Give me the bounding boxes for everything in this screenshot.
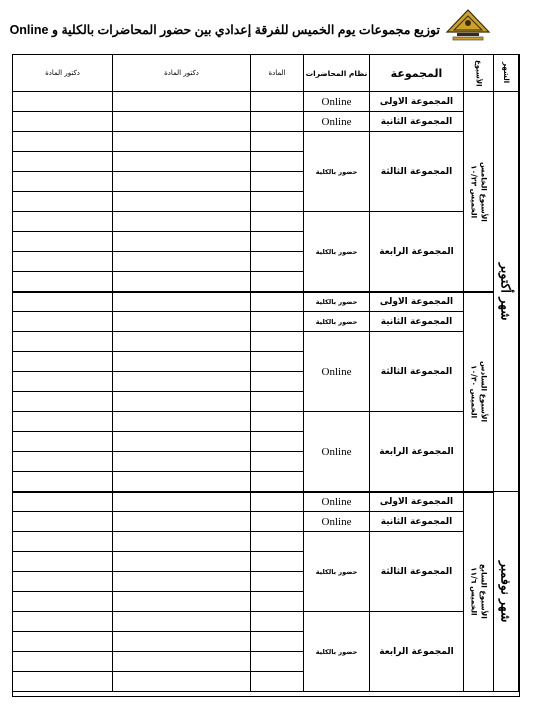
group-cell-text: المجموعة الاولى <box>379 96 454 107</box>
lecture-mode-cell <box>304 292 370 312</box>
group-cell <box>370 532 464 612</box>
doctor-cell <box>113 372 251 392</box>
doctor-cell <box>13 132 113 152</box>
doctor-cell <box>13 652 113 672</box>
group-cell-text: المجموعة الرابعة <box>379 446 454 457</box>
lecture-mode-cell <box>304 332 370 412</box>
subject-cell <box>251 632 304 652</box>
lecture-mode-cell <box>304 212 370 292</box>
subject-cell <box>251 672 304 692</box>
subject-cell <box>251 572 304 592</box>
doctor-cell <box>113 672 251 692</box>
lecture-mode-cell <box>304 112 370 132</box>
doctor-cell <box>13 372 113 392</box>
header-system-text: نظام المحاضرات <box>305 68 368 78</box>
lecture-mode-cell-text: Online <box>321 515 352 528</box>
doctor-cell <box>113 92 251 112</box>
subject-cell <box>251 592 304 612</box>
subject-cell <box>251 372 304 392</box>
doctor-cell <box>113 552 251 572</box>
header-week <box>464 55 494 92</box>
doctor-cell <box>113 332 251 352</box>
lecture-mode-cell <box>304 532 370 612</box>
doctor-cell <box>13 172 113 192</box>
doctor-cell <box>113 352 251 372</box>
doctor-cell <box>113 272 251 292</box>
subject-cell <box>251 332 304 352</box>
doctor-cell <box>13 152 113 172</box>
lecture-mode-cell-text: حضور بالكلية <box>315 167 358 176</box>
lecture-mode-cell-text: حضور بالكلية <box>315 647 358 656</box>
doctor-cell <box>113 112 251 132</box>
doctor-cell <box>13 92 113 112</box>
subject-cell <box>251 172 304 192</box>
subject-cell <box>251 612 304 632</box>
group-cell <box>370 332 464 412</box>
subject-cell <box>251 392 304 412</box>
header-month <box>494 55 519 92</box>
subject-cell <box>251 552 304 572</box>
lecture-mode-cell <box>304 92 370 112</box>
week-cell-text: الأسبوع السادس الخميس ١٠/٣٠ <box>469 360 489 423</box>
lecture-mode-cell <box>304 492 370 512</box>
group-cell-text: المجموعة الثالثة <box>380 166 453 177</box>
page-title: توزيع مجموعات يوم الخميس للفرقة إعدادي بين حضور المحاضرات بالكلية و Online <box>9 23 440 37</box>
group-cell <box>370 112 464 132</box>
group-cell-text: المجموعة الثانية <box>380 516 453 527</box>
doctor-cell <box>13 432 113 452</box>
group-cell <box>370 612 464 692</box>
header-month-text: الشهر <box>502 62 510 84</box>
subject-cell <box>251 312 304 332</box>
lecture-mode-cell-text: Online <box>321 445 352 458</box>
group-cell <box>370 292 464 312</box>
university-logo <box>445 8 491 44</box>
doctor-cell <box>13 492 113 512</box>
doctor-cell <box>113 212 251 232</box>
doctor-cell <box>113 392 251 412</box>
group-cell-text: المجموعة الثالثة <box>380 366 453 377</box>
month-cell <box>494 492 519 692</box>
doctor-cell <box>13 672 113 692</box>
subject-cell <box>251 352 304 372</box>
doctor-cell <box>13 272 113 292</box>
doctor-cell <box>113 432 251 452</box>
doctor-cell <box>113 232 251 252</box>
lecture-mode-cell <box>304 512 370 532</box>
group-cell <box>370 412 464 492</box>
doctor-cell <box>13 392 113 412</box>
group-cell-text: المجموعة الثانية <box>380 116 453 127</box>
lecture-mode-cell-text: Online <box>321 115 352 128</box>
subject-cell <box>251 412 304 432</box>
doctor-cell <box>113 572 251 592</box>
subject-cell <box>251 132 304 152</box>
lecture-mode-cell <box>304 312 370 332</box>
doctor-cell <box>13 472 113 492</box>
doctor-cell <box>13 252 113 272</box>
week-cell-text: الأسبوع السابع الخميس ١١/٦ <box>469 564 489 619</box>
doctor-cell <box>13 312 113 332</box>
lecture-mode-cell <box>304 132 370 212</box>
week-divider <box>13 291 494 293</box>
header-group-text: المجموعة <box>390 66 443 80</box>
subject-cell <box>251 532 304 552</box>
group-cell-text: المجموعة الثانية <box>380 316 453 327</box>
group-cell <box>370 312 464 332</box>
lecture-mode-cell <box>304 412 370 492</box>
week-cell <box>464 292 494 492</box>
doctor-cell <box>13 592 113 612</box>
subject-cell <box>251 252 304 272</box>
lecture-mode-cell-text: حضور بالكلية <box>315 247 358 256</box>
group-cell <box>370 212 464 292</box>
doctor-cell <box>13 532 113 552</box>
lecture-mode-cell-text: حضور بالكلية <box>315 317 358 326</box>
doctor-cell <box>113 492 251 512</box>
doctor-cell <box>13 572 113 592</box>
week-cell <box>464 492 494 692</box>
lecture-mode-cell-text: Online <box>321 95 352 108</box>
doctor-cell <box>13 232 113 252</box>
doctor-cell <box>13 292 113 312</box>
week-divider <box>13 491 494 493</box>
group-cell <box>370 492 464 512</box>
lecture-mode-cell-text: Online <box>321 365 352 378</box>
doctor-cell <box>13 612 113 632</box>
doctor-cell <box>113 172 251 192</box>
group-cell <box>370 92 464 112</box>
doctor-cell <box>113 152 251 172</box>
subject-cell <box>251 492 304 512</box>
doctor-cell <box>113 292 251 312</box>
group-cell-text: المجموعة الاولى <box>379 496 454 507</box>
doctor-cell <box>113 592 251 612</box>
doctor-cell <box>113 632 251 652</box>
header-doctor-2 <box>13 55 113 92</box>
header-group <box>370 55 464 92</box>
week-cell-text: الأسبوع الخامس الخميس ١٠/٢٣ <box>469 161 489 222</box>
group-cell-text: المجموعة الرابعة <box>379 246 454 257</box>
subject-cell <box>251 92 304 112</box>
header-week-text: الأسبوع <box>474 59 483 87</box>
month-cell <box>494 92 519 492</box>
doctor-cell <box>113 132 251 152</box>
doctor-cell <box>113 192 251 212</box>
header-doctor-2-text: دكتور المادة <box>45 69 80 77</box>
lecture-mode-cell-text: حضور بالكلية <box>315 297 358 306</box>
doctor-cell <box>113 312 251 332</box>
doctor-cell <box>113 652 251 672</box>
group-cell-text: المجموعة الاولى <box>379 296 454 307</box>
subject-cell <box>251 112 304 132</box>
header-divider <box>13 91 370 92</box>
lecture-mode-cell-text: حضور بالكلية <box>315 567 358 576</box>
doctor-cell <box>113 512 251 532</box>
group-cell <box>370 512 464 532</box>
doctor-cell <box>13 552 113 572</box>
subject-cell <box>251 152 304 172</box>
subject-cell <box>251 292 304 312</box>
doctor-cell <box>13 412 113 432</box>
header-doctor-1-text: دكتور المادة <box>164 69 199 77</box>
group-cell-text: المجموعة الرابعة <box>379 646 454 657</box>
header-system <box>304 55 370 92</box>
month-cell-text: شهر نوفمبر <box>498 560 514 623</box>
subject-cell <box>251 272 304 292</box>
header-doctor-1 <box>113 55 251 92</box>
lecture-mode-cell-text: Online <box>321 495 352 508</box>
month-cell-text: شهر أكتوبر <box>498 262 514 321</box>
doctor-cell <box>13 332 113 352</box>
doctor-cell <box>13 632 113 652</box>
doctor-cell <box>13 512 113 532</box>
doctor-cell <box>113 612 251 632</box>
doctor-cell <box>113 252 251 272</box>
subject-cell <box>251 512 304 532</box>
group-cell-text: المجموعة الثالثة <box>380 566 453 577</box>
doctor-cell <box>13 112 113 132</box>
doctor-cell <box>13 452 113 472</box>
week-cell <box>464 92 494 292</box>
group-cell <box>370 132 464 212</box>
subject-cell <box>251 232 304 252</box>
doctor-cell <box>113 452 251 472</box>
schedule-table <box>12 54 520 697</box>
subject-cell <box>251 452 304 472</box>
lecture-mode-cell <box>304 612 370 692</box>
doctor-cell <box>13 212 113 232</box>
subject-cell <box>251 652 304 672</box>
header-subject <box>251 55 304 92</box>
doctor-cell <box>113 532 251 552</box>
doctor-cell <box>113 412 251 432</box>
subject-cell <box>251 192 304 212</box>
header-subject-text: المادة <box>268 69 286 77</box>
doctor-cell <box>113 472 251 492</box>
doctor-cell <box>13 352 113 372</box>
subject-cell <box>251 432 304 452</box>
subject-cell <box>251 212 304 232</box>
doctor-cell <box>13 192 113 212</box>
subject-cell <box>251 472 304 492</box>
